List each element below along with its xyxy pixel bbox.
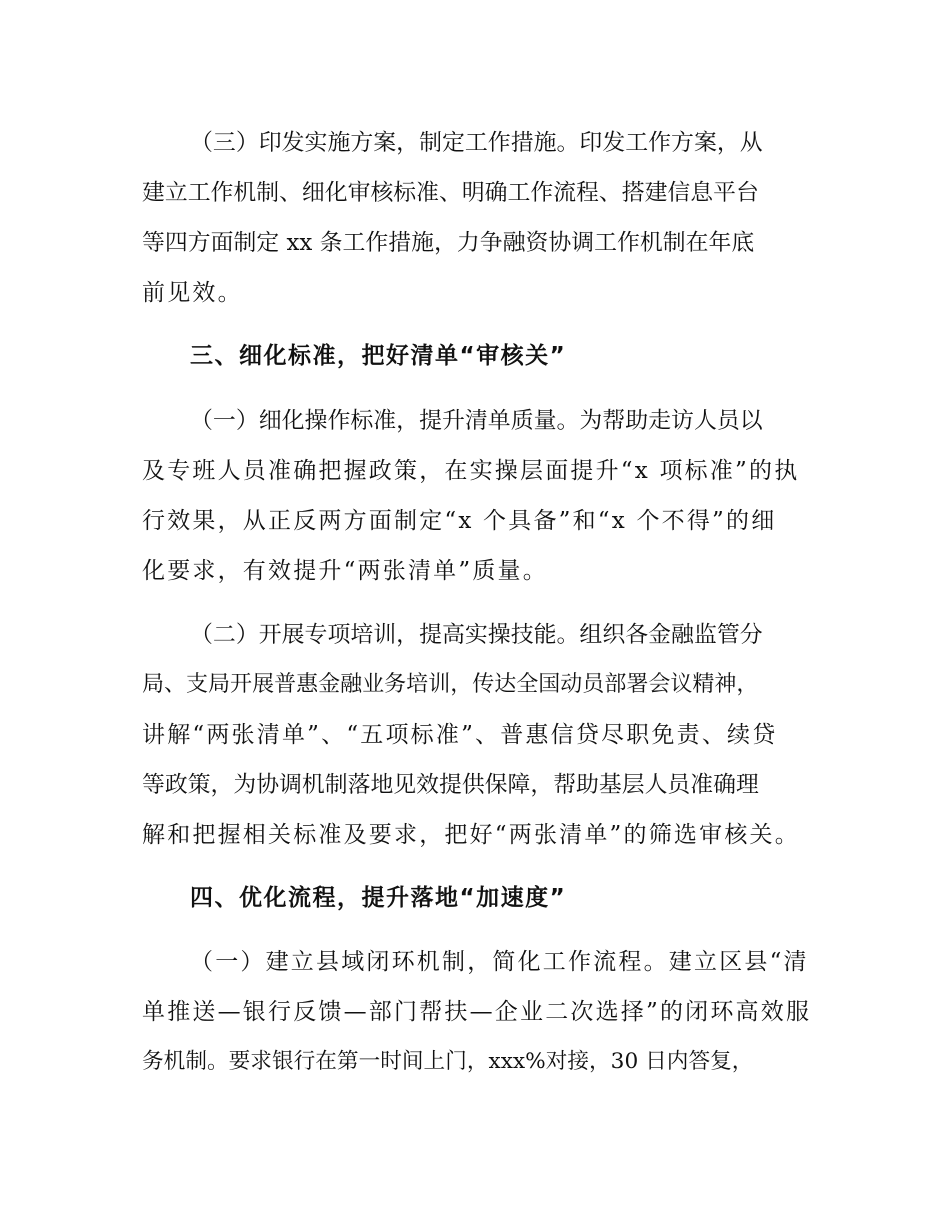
para1-line-4: 前见效。 (142, 280, 243, 306)
para3-line-4: 等政策，为协调机制落地见效提供保障，帮助基层人员准确理 (142, 772, 759, 798)
para3-line-2: 局、支局开展普惠金融业务培训，传达全国动员部署会议精神， (142, 672, 759, 697)
para4-line-1: （一）建立县域闭环机制，简化工作流程。建立区县“清 (190, 949, 809, 975)
para2-line-3: 行效果，从正反两方面制定“x 个具备”和“x 个不得”的细 (142, 508, 777, 534)
para3-line-3: 讲解“两张清单”、“五项标准”、普惠信贷尽职免责、续贷 (142, 722, 778, 748)
para1-line-2: 建立工作机制、细化审核标准、明确工作流程、搭建信息平台 (142, 180, 759, 206)
para2-line-2: 及专班人员准确把握政策，在实操层面提升“x 项标准”的执 (142, 458, 800, 484)
para4-line-2: 单推送—银行反馈—部门帮扶—企业二次选择”的闭环高效服 (142, 999, 812, 1025)
para3-line-1: （二）开展专项培训，提高实操技能。组织各金融监管分 (190, 622, 763, 648)
para4-line-3: 务机制。要求银行在第一时间上门，xxx%对接，30 日内答复， (142, 1049, 754, 1074)
section-heading-4: 四、优化流程，提升落地“加速度” (190, 885, 567, 911)
para1-line-1: （三）印发实施方案，制定工作措施。印发工作方案，从 (190, 130, 763, 156)
para2-line-4: 化要求，有效提升“两张清单”质量。 (142, 558, 548, 584)
para2-line-1: （一）细化操作标准，提升清单质量。为帮助走访人员以 (190, 408, 763, 434)
para1-line-3: 等四方面制定 xx 条工作措施，力争融资协调工作机制在年底 (142, 230, 755, 256)
section-heading-3: 三、细化标准，把好清单“审核关” (190, 343, 567, 369)
para3-line-5: 解和把握相关标准及要求，把好“两张清单”的筛选审核关。 (142, 822, 800, 848)
